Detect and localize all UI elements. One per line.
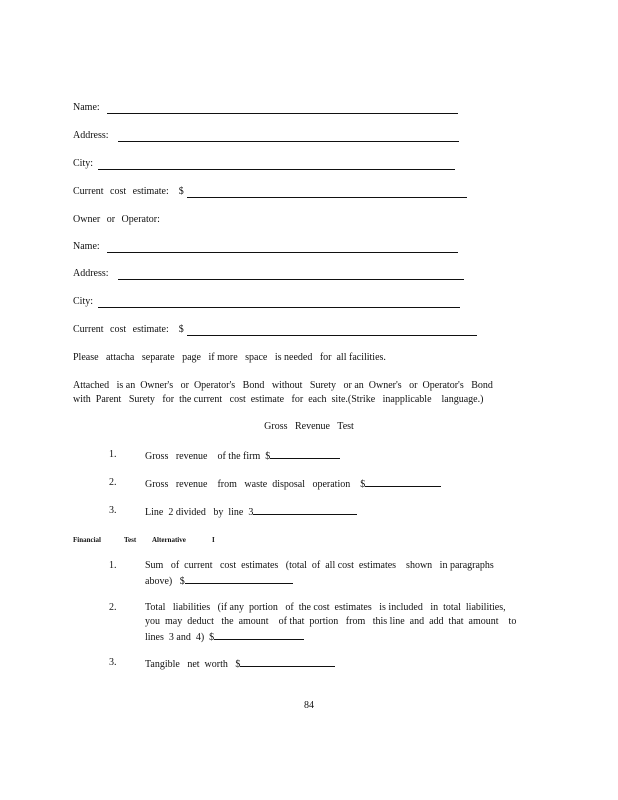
financial-item-1-line-2: [145, 574, 293, 588]
tangible-net-worth-text: Tangible net worth $: [145, 659, 241, 670]
gross-item-2-text: Gross revenue from waste disposal operation $: [145, 479, 366, 490]
name-label-2: Name:: [73, 241, 100, 252]
cost-estimate-label-1: [73, 186, 184, 198]
gross-item-2-number: 2.: [109, 477, 117, 488]
address-label-2: Address:: [73, 268, 109, 279]
city-field-1[interactable]: [98, 169, 455, 170]
financial-item-1-above-text: above) $: [145, 576, 185, 587]
financial-item-2-line-1: Total liabilities (if any portion of the cost estimates is included in total liabilities,: [145, 602, 506, 613]
name-field-2[interactable]: [107, 252, 458, 253]
owner-operator-heading: Owner or Operator:: [73, 214, 160, 225]
gross-item-3-number: 3.: [109, 505, 117, 516]
financial-item-1-line-1: Sum of current cost estimates (total of all cost estimates shown in paragraphs: [145, 560, 494, 571]
attach-page-note: Please attacha separate page if more space is needed for all facilities.: [73, 352, 386, 363]
tangible-net-worth-field[interactable]: [240, 657, 335, 667]
cost-estimate-label-2: [73, 324, 184, 336]
address-field-2[interactable]: [118, 279, 464, 280]
waste-disposal-revenue-field[interactable]: [365, 477, 441, 487]
cost-estimate-text-2: Current cost estimate:: [73, 324, 169, 335]
financial-item-1-number: 1.: [109, 560, 117, 571]
financial-test-heading-alternative: Alternative: [152, 536, 186, 544]
attached-bond-line-1: Attached is an Owner's or Operator's Bond without Surety or an Owner's or Operator's Bond: [73, 380, 493, 391]
gross-revenue-field[interactable]: [270, 449, 340, 459]
total-liabilities-field[interactable]: [214, 630, 304, 640]
line-ratio-field[interactable]: [253, 505, 357, 515]
gross-item-1-number: 1.: [109, 449, 117, 460]
dollar-sign-2: $: [178, 324, 184, 335]
gross-item-1-text: Gross revenue of the firm $: [145, 451, 271, 462]
city-label-2: City:: [73, 296, 94, 307]
name-field-1[interactable]: [107, 113, 458, 114]
financial-item-2-lines-text: lines 3 and 4) $: [145, 632, 215, 643]
gross-revenue-test-title: Gross Revenue Test: [264, 421, 354, 432]
financial-test-heading-numeral: I: [212, 536, 215, 544]
gross-item-3-text: Line 2 divided by line 3: [145, 507, 254, 518]
financial-item-3-number: 3.: [109, 657, 117, 668]
cost-estimate-text-1: Current cost estimate:: [73, 186, 169, 197]
gross-item-2: [145, 477, 441, 491]
financial-item-2-line-2: you may deduct the amount of that portion from this line and add that amount to: [145, 616, 517, 627]
cost-estimate-field-2[interactable]: [187, 335, 477, 336]
gross-item-3: [145, 505, 357, 519]
dollar-sign-1: $: [178, 186, 184, 197]
cost-estimate-field-1[interactable]: [187, 197, 467, 198]
attached-bond-line-2: with Parent Surety for the current cost estimate for each site.(Strike inapplicable language.): [73, 394, 484, 405]
name-label-1: Name:: [73, 102, 100, 113]
financial-item-2-line-3: [145, 630, 304, 644]
sum-cost-estimates-field[interactable]: [185, 574, 293, 584]
gross-item-1: [145, 449, 340, 463]
page-number: 84: [304, 700, 314, 711]
city-field-2[interactable]: [98, 307, 460, 308]
address-label-1: Address:: [73, 130, 109, 141]
city-label-1: City:: [73, 158, 94, 169]
financial-test-heading-financial: Financial: [73, 536, 102, 544]
financial-test-heading-test: Test: [124, 536, 137, 544]
financial-item-3: [145, 657, 335, 671]
address-field-1[interactable]: [118, 141, 459, 142]
financial-item-2-number: 2.: [109, 602, 117, 613]
